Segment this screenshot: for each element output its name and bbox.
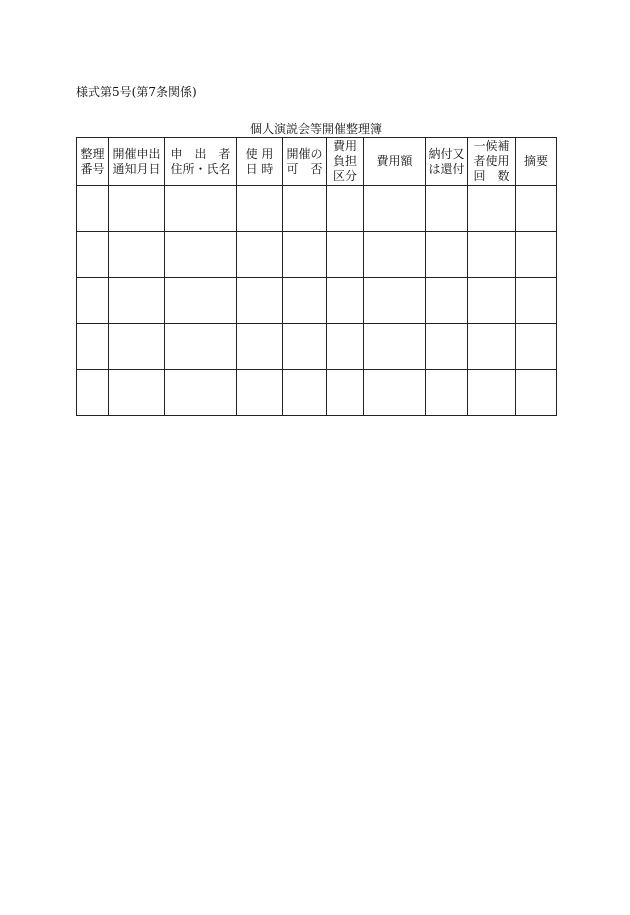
table-cell <box>283 370 327 416</box>
table-cell <box>283 232 327 278</box>
table-cell <box>468 186 516 232</box>
table-cell <box>516 186 557 232</box>
table-cell <box>364 278 426 324</box>
table-cell <box>165 186 237 232</box>
document-title: 個人演説会等開催整理簿 <box>249 122 382 136</box>
table-cell <box>283 278 327 324</box>
header-approval: 開催の 可 否 <box>283 138 327 186</box>
table-cell <box>426 186 468 232</box>
register-table <box>76 137 557 416</box>
table-cell <box>516 278 557 324</box>
table-cell <box>364 324 426 370</box>
table-cell <box>237 232 283 278</box>
table-row <box>77 324 557 370</box>
table-cell <box>327 370 364 416</box>
table-cell <box>77 232 109 278</box>
table-cell <box>364 370 426 416</box>
table-cell <box>327 232 364 278</box>
table-cell <box>77 186 109 232</box>
table-cell <box>327 324 364 370</box>
table-cell <box>77 278 109 324</box>
table-cell <box>426 324 468 370</box>
table-cell <box>468 370 516 416</box>
table-row <box>77 186 557 232</box>
table-cell <box>516 324 557 370</box>
header-cost-amount: 費用額 <box>364 138 426 186</box>
table-cell <box>109 324 165 370</box>
table-cell <box>327 186 364 232</box>
table-cell <box>165 278 237 324</box>
table-cell <box>109 232 165 278</box>
table-cell <box>165 324 237 370</box>
table-cell <box>426 278 468 324</box>
table-cell <box>364 186 426 232</box>
header-usage-datetime: 使 用 日 時 <box>237 138 283 186</box>
table-cell <box>516 232 557 278</box>
header-candidate-usage-count: 一候補 者使用 回 数 <box>468 138 516 186</box>
header-seq-number: 整理 番号 <box>77 138 109 186</box>
table-cell <box>426 232 468 278</box>
table-cell <box>237 186 283 232</box>
table-cell <box>165 232 237 278</box>
table-cell <box>237 324 283 370</box>
table-cell <box>426 370 468 416</box>
header-applicant: 申 出 者 住所・氏名 <box>165 138 237 186</box>
header-cost-category: 費用 負担 区分 <box>327 138 364 186</box>
table-row <box>77 370 557 416</box>
table-cell <box>165 370 237 416</box>
table-cell <box>77 324 109 370</box>
table-cell <box>327 278 364 324</box>
table-row <box>77 232 557 278</box>
header-notification-date: 開催申出 通知月日 <box>109 138 165 186</box>
header-payment-refund: 納付又 は還付 <box>426 138 468 186</box>
table-cell <box>109 370 165 416</box>
form-number-label: 様式第5号(第7条関係) <box>76 85 197 99</box>
table-cell <box>468 324 516 370</box>
header-remarks: 摘要 <box>516 138 557 186</box>
table-row <box>77 278 557 324</box>
table-cell <box>237 370 283 416</box>
table-cell <box>468 232 516 278</box>
table-cell <box>468 278 516 324</box>
table-cell <box>516 370 557 416</box>
table-cell <box>283 324 327 370</box>
table-cell <box>109 278 165 324</box>
table-cell <box>77 370 109 416</box>
table-cell <box>237 278 283 324</box>
table-cell <box>364 232 426 278</box>
table-cell <box>283 186 327 232</box>
table-cell <box>109 186 165 232</box>
table-header-row <box>77 138 557 186</box>
